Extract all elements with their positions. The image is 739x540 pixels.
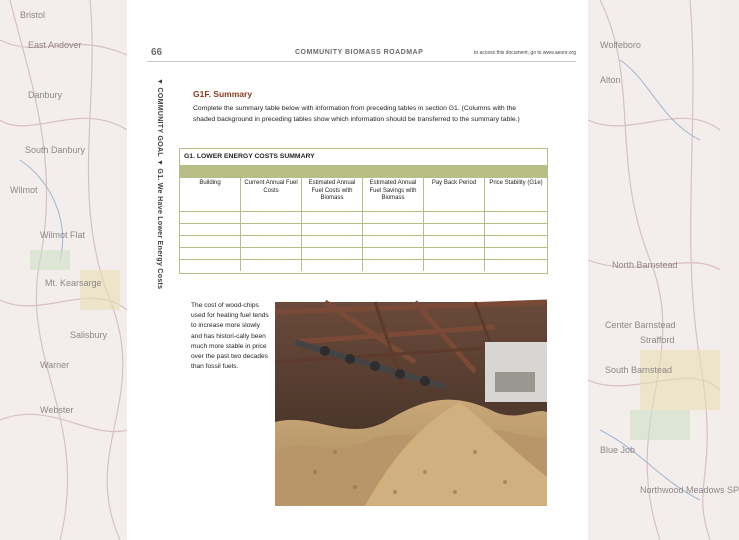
column-header: Pay Back Period: [424, 178, 485, 212]
column-header: Estimated Annual Fuel Costs with Biomass: [302, 178, 363, 212]
map-label: South Danbury: [25, 145, 86, 155]
table-cell: [241, 236, 302, 248]
table-cell: [302, 248, 363, 260]
map-label: Center Barnstead: [605, 320, 676, 330]
table-cell: [180, 212, 241, 224]
column-header: Building: [180, 178, 241, 212]
side-label: [151, 78, 163, 338]
table-cell: [363, 260, 424, 271]
map-label: Danbury: [28, 90, 63, 100]
map-label: Warner: [40, 360, 70, 370]
table-cell: [485, 212, 547, 224]
table-cell: [363, 236, 424, 248]
column-header: Estimated Annual Fuel Savings with Biomass: [363, 178, 424, 212]
table-cell: [302, 260, 363, 271]
map-label: Strafford: [640, 335, 675, 345]
map-label: Bristol: [20, 10, 46, 20]
map-label: North Barnstead: [612, 260, 678, 270]
side-label-text: ▼ COMMUNITY GOAL ▼ G1. We Have Lower Energy Costs: [156, 78, 163, 290]
table-cell: [485, 236, 547, 248]
table-grid: [180, 178, 547, 271]
wood-chip-pile-photo: [275, 302, 547, 506]
map-label: Wolfeboro: [600, 40, 641, 50]
table-cell: [180, 236, 241, 248]
page-header: [147, 47, 576, 61]
section-title: G1F. Summary: [193, 89, 253, 99]
table-shaded-band: [180, 166, 547, 178]
table-cell: [241, 260, 302, 271]
table-cell: [424, 236, 485, 248]
table-cell: [424, 260, 485, 271]
header-divider: [147, 61, 576, 62]
map-label: Salisbury: [70, 330, 108, 340]
map-label: Wilmot: [10, 185, 38, 195]
table-cell: [241, 248, 302, 260]
table-cell: [363, 224, 424, 236]
table-cell: [241, 212, 302, 224]
map-label: East Andover: [28, 40, 82, 50]
map-label: Alton: [600, 75, 621, 85]
table-cell: [485, 224, 547, 236]
table-cell: [180, 224, 241, 236]
table-cell: [302, 224, 363, 236]
table-cell: [363, 248, 424, 260]
map-label: Mt. Kearsarge: [45, 278, 102, 288]
header-link[interactable]: to access this document, go to www.aeonr.org: [474, 50, 576, 56]
header-title: COMMUNITY BIOMASS ROADMAP: [295, 49, 424, 56]
document-page: [127, 0, 588, 540]
table-cell: [485, 260, 547, 271]
column-header: Current Annual Fuel Costs: [241, 178, 302, 212]
map-label: Northwood Meadows SP: [640, 485, 739, 495]
table-title: G1. LOWER ENERGY COSTS SUMMARY: [180, 149, 547, 166]
table-cell: [424, 212, 485, 224]
page-number: 66: [151, 47, 163, 58]
map-label: Webster: [40, 405, 74, 415]
table-cell: [485, 248, 547, 260]
map-label: South Barnstead: [605, 365, 673, 375]
table-cell: [180, 260, 241, 271]
photo-caption: The cost of wood-chips used for heating fuel tends to increase more slowly and has histori-cally been much more stable in price over the past two decades than fossil fuels.: [191, 302, 269, 371]
map-label: Wilmot Flat: [40, 230, 85, 240]
table-cell: [241, 224, 302, 236]
table-cell: [424, 224, 485, 236]
section-body: Complete the summary table below with information from preceding tables in section G1. (Columns with the shaded background in preceding tables show which information should be transferred to the summary table.): [193, 105, 520, 123]
table-cell: [424, 248, 485, 260]
table-cell: [302, 236, 363, 248]
summary-table: [179, 148, 548, 274]
column-header: Price Stability (G1e): [485, 178, 547, 212]
table-cell: [363, 212, 424, 224]
table-cell: [180, 248, 241, 260]
table-cell: [302, 212, 363, 224]
map-label: Blue Job: [600, 445, 636, 455]
